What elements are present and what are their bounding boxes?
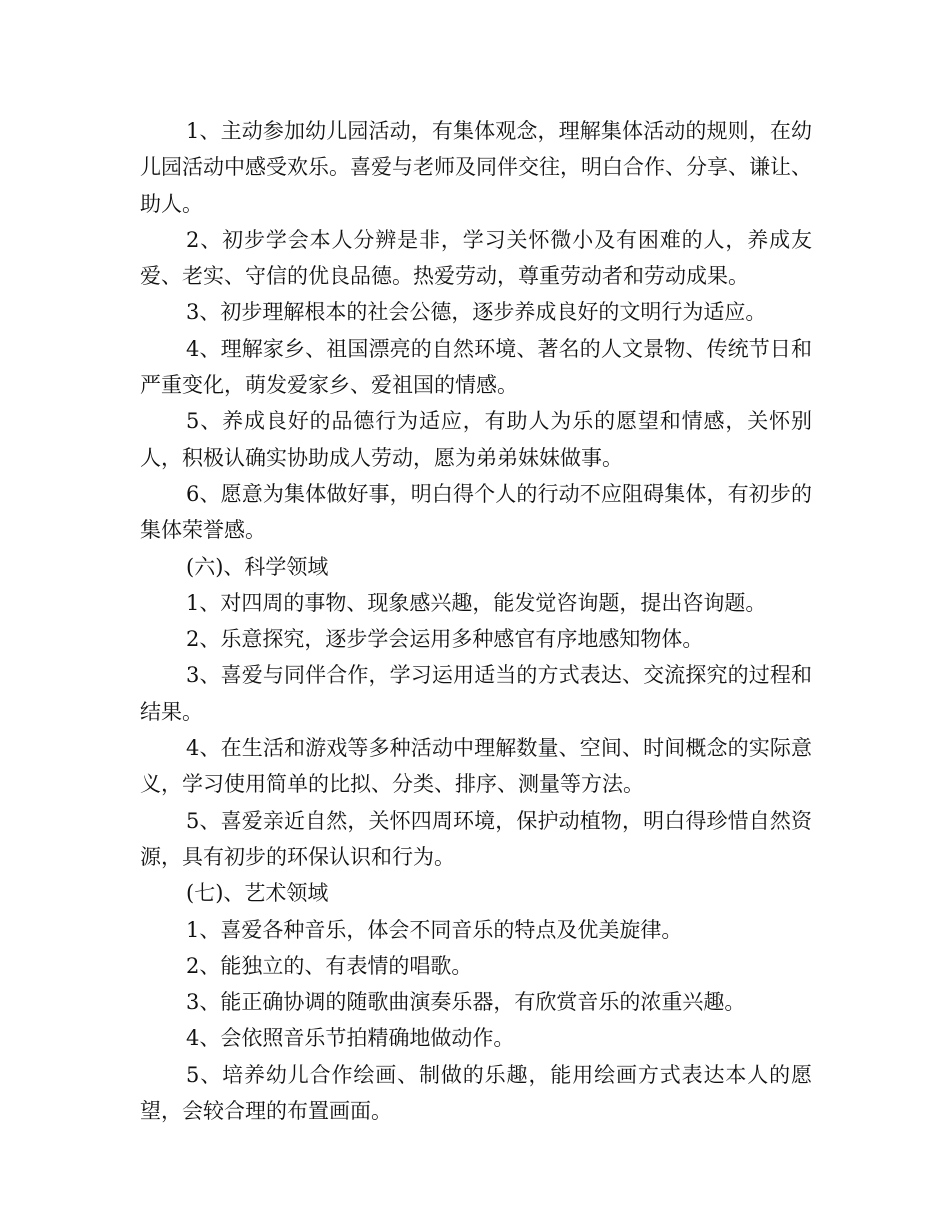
paragraph-art-5: 5、培养幼儿合作绘画、制做的乐趣，能用绘画方式表达本人的愿望，会较合理的布置画面。 <box>140 1062 812 1124</box>
paragraph-art-3: 3、能正确协调的随歌曲演奏乐器，有欣赏音乐的浓重兴趣。 <box>186 990 746 1015</box>
paragraph-social-6: 6、愿意为集体做好事，明白得个人的行动不应阻碍集体，有初步的集体荣誉感。 <box>140 481 812 543</box>
paragraph-art-4: 4、会依照音乐节拍精确地做动作。 <box>186 1026 515 1051</box>
paragraph-social-5: 5、养成良好的品德行为适应，有助人为乐的愿望和情感，关怀别人，积极认确实协助成人劳动，愿为弟弟妹妹做事。 <box>140 409 812 470</box>
paragraph-social-4: 4、理解家乡、祖国漂亮的自然环境、著名的人文景物、传统节日和严重变化，萌发爱家乡、爱祖国的情感。 <box>140 336 812 398</box>
document-page <box>140 113 812 1129</box>
paragraph-science-4: 4、在生活和游戏等多种活动中理解数量、空间、时间概念的实际意义，学习使用简单的比拟、分类、排序、测量等方法。 <box>140 736 812 797</box>
paragraph-social-1: 1、主动参加幼儿园活动，有集体观念，理解集体活动的规则，在幼儿园活动中感受欢乐。喜爱与老师及同伴交往，明白合作、分享、谦让、助人。 <box>140 119 812 216</box>
paragraph-science-1: 1、对四周的事物、现象感兴趣，能发觉咨询题，提出咨询题。 <box>186 590 767 615</box>
paragraph-social-3: 3、初步理解根本的社会公德，逐步养成良好的文明行为适应。 <box>186 300 767 325</box>
section-heading-science: (六)、科学领域 <box>186 554 329 579</box>
paragraph-science-2: 2、乐意探究，逐步学会运用多种感官有序地感知物体。 <box>186 627 704 652</box>
paragraph-art-1: 1、喜爱各种音乐，体会不同音乐的特点及优美旋律。 <box>186 917 683 942</box>
paragraph-art-2: 2、能独立的、有表情的唱歌。 <box>186 953 473 978</box>
paragraph-social-2: 2、初步学会本人分辨是非，学习关怀微小及有困难的人，养成友爱、老实、守信的优良品德。热爱劳动，尊重劳动者和劳动成果。 <box>140 227 812 289</box>
section-heading-art: (七)、艺术领域 <box>186 881 329 906</box>
paragraph-science-3: 3、喜爱与同伴合作，学习运用适当的方式表达、交流探究的过程和结果。 <box>140 663 812 724</box>
paragraph-science-5: 5、喜爱亲近自然，关怀四周环境，保护动植物，明白得珍惜自然资源，具有初步的环保认识和行为。 <box>140 808 812 869</box>
